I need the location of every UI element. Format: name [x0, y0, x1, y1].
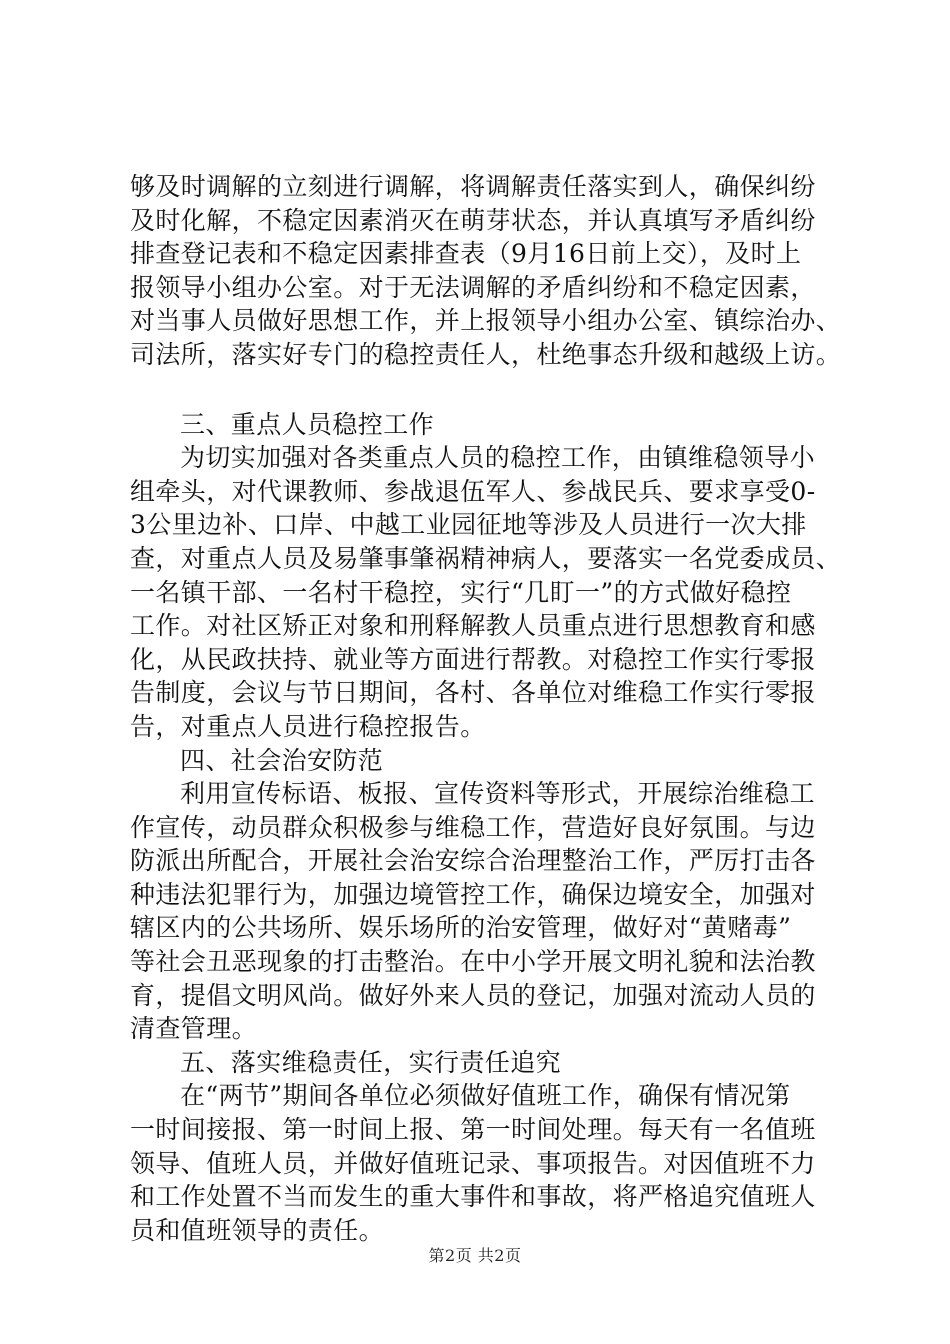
- text-line: 够及时调解的立刻进行调解，将调解责任落实到人，确保纠纷: [130, 172, 816, 201]
- text-line: 为切实加强对各类重点人员的稳控工作，由镇维稳领导小: [180, 443, 816, 473]
- text-line: 清查管理。: [130, 1014, 258, 1044]
- text-line: 员和值班领导的责任。: [130, 1215, 385, 1245]
- text-line: 利用宣传标语、板报、宣传资料等形式，开展综治维稳工: [180, 779, 816, 809]
- document-body: [130, 170, 842, 1247]
- text-line: 作宣传，动员群众积极参与维稳工作，营造好良好氛围。与边: [130, 812, 816, 842]
- text-line: 报领导小组办公室。对于无法调解的矛盾纠纷和不稳定因素，: [130, 272, 816, 302]
- text-line: 种违法犯罪行为，加强边境管控工作，确保边境安全，加强对: [130, 879, 816, 909]
- text-line: 3公里边补、口岸、中越工业园征地等涉及人员进行一次大排: [130, 510, 807, 540]
- text-line: 在“两节”期间各单位必须做好值班工作，确保有情况第: [180, 1081, 791, 1111]
- text-line: 领导、值班人员，并做好值班记录、事项报告。对因值班不力: [130, 1148, 816, 1178]
- section-heading: 三、重点人员稳控工作: [180, 409, 435, 439]
- text-line: 告制度，会议与节日期间，各村、各单位对维稳工作实行零报: [130, 678, 816, 708]
- text-line: 司法所，落实好专门的稳控责任人，杜绝事态升级和越级上访。: [130, 339, 842, 369]
- text-line: 辖区内的公共场所、娱乐场所的治安管理，做好对“黄赌毒”: [130, 913, 792, 943]
- text-line: 等社会丑恶现象的打击整治。在中小学开展文明礼貌和法治教: [130, 947, 816, 977]
- page-number: 第2页 共2页: [428, 1246, 522, 1265]
- section-public-security: [130, 744, 830, 1046]
- section-heading: 五、落实维稳责任，实行责任追究: [180, 1047, 562, 1077]
- text-line: 对当事人员做好思想工作，并上报领导小组办公室、镇综治办、: [130, 306, 842, 336]
- text-line: 育，提倡文明风尚。做好外来人员的登记，加强对流动人员的: [130, 980, 816, 1010]
- text-line: 查，对重点人员及易肇事肇祸精神病人，要落实一名党委成员、: [130, 543, 842, 573]
- text-line: 和工作处置不当而发生的重大事件和事故，将严格追究值班人: [130, 1182, 816, 1212]
- text-line: 排查登记表和不稳定因素排查表（9月16日前上交），及时上: [130, 239, 802, 269]
- paragraph-continuation: [130, 170, 842, 372]
- section-heading: 四、社会治安防范: [180, 745, 384, 775]
- paragraph-gap: [130, 372, 830, 408]
- text-line: 组牵头，对代课教师、参战退伍军人、参战民兵、要求享受0-: [130, 476, 816, 506]
- text-line: 工作。对社区矫正对象和刑释解教人员重点进行思想教育和感: [130, 611, 816, 641]
- text-line: 防派出所配合，开展社会治安综合治理整治工作，严厉打击各: [130, 846, 816, 876]
- text-line: 一名镇干部、一名村干稳控，实行“几盯一”的方式做好稳控: [130, 577, 792, 607]
- page-footer: [0, 1243, 950, 1266]
- text-line: 及时化解，不稳定因素消灭在萌芽状态，并认真填写矛盾纠纷: [130, 205, 816, 235]
- text-line: 告，对重点人员进行稳控报告。: [130, 711, 486, 741]
- section-key-personnel: [130, 408, 842, 744]
- section-responsibility: [130, 1046, 830, 1248]
- text-line: 化，从民政扶持、就业等方面进行帮教。对稳控工作实行零报: [130, 644, 816, 674]
- text-line: 一时间接报、第一时间上报、第一时间处理。每天有一名值班: [130, 1115, 816, 1145]
